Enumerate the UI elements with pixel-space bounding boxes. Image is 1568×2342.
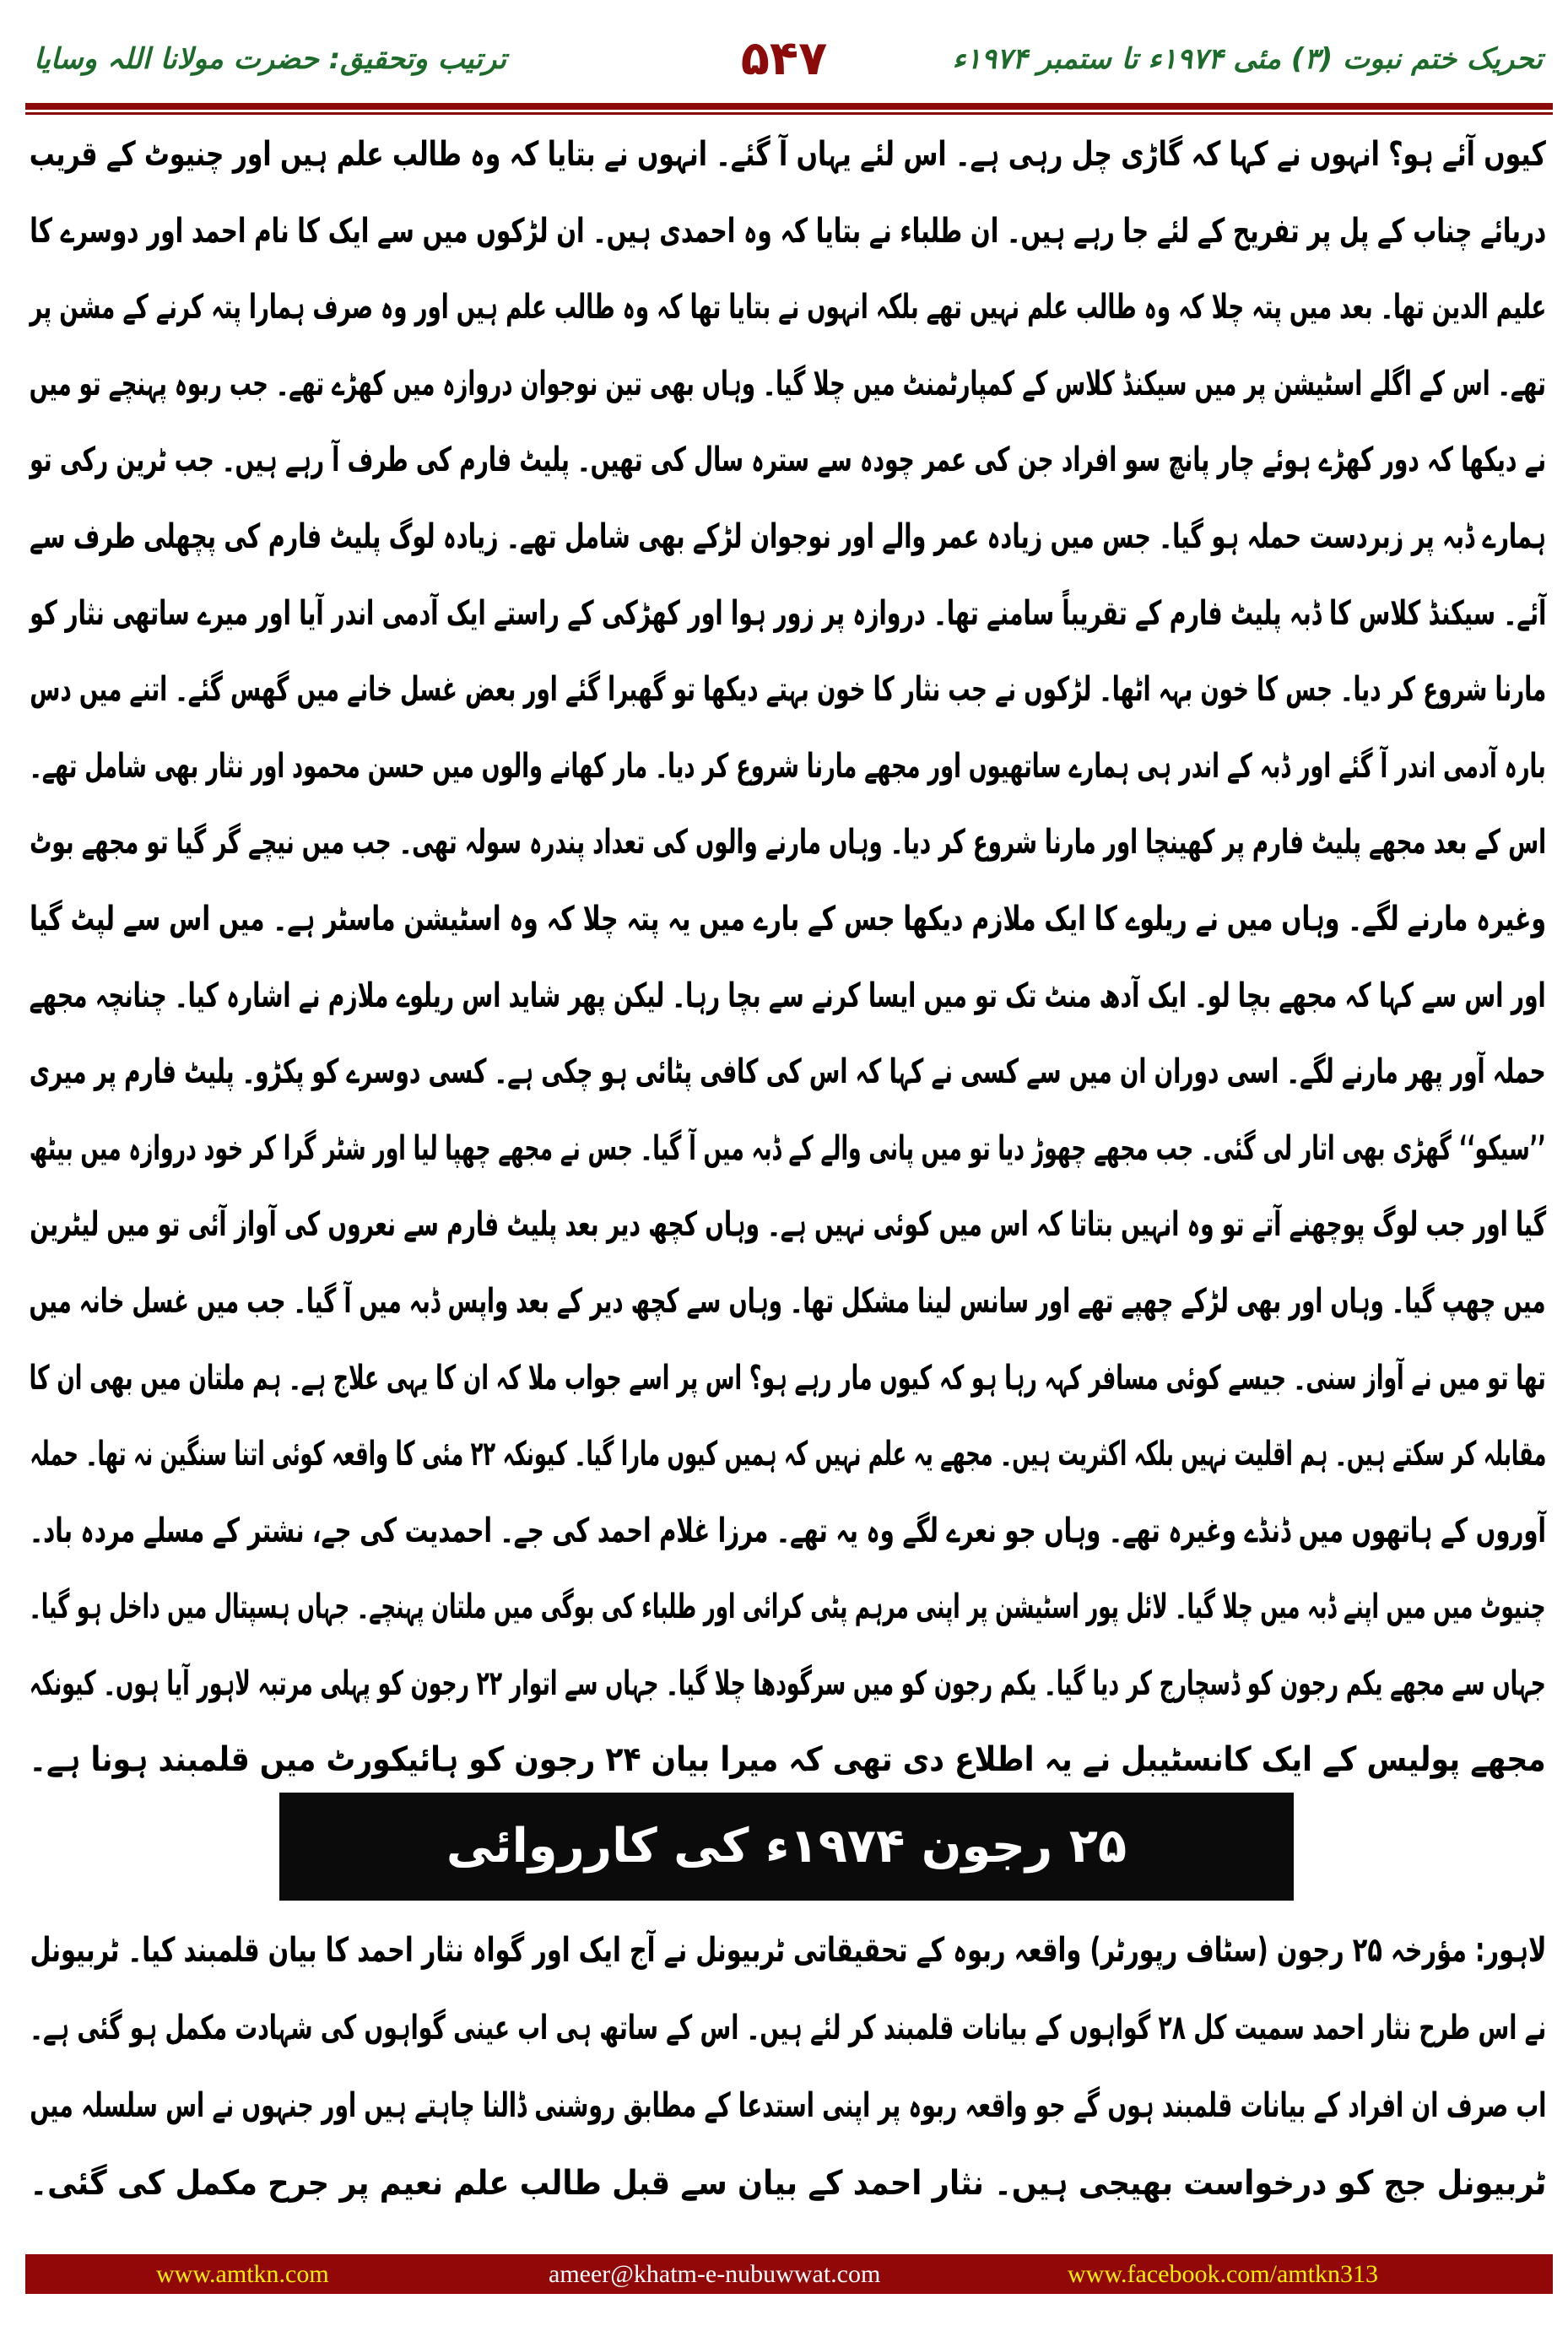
text-line [30, 881, 1546, 958]
footer-bar [25, 2254, 1553, 2294]
text-line [30, 576, 1546, 652]
header-rule-thin [25, 112, 1553, 115]
text-line-content: بارہ آدمی اندر آ گئے اور ڈبہ کے اندر ہی ہمارے ساتھیوں اور مجھے مارنا شروع کر دیا۔ مار کھانے والوں میں حسن محمود اور نثار بھی شامل تھے۔ [30, 746, 1546, 786]
text-line-content: آوروں کے ہاتھوں میں ڈنڈے وغیرہ تھے۔ وہاں جو نعرے لگے وہ یہ تھے۔ مرزا غلام احمد کی جے۔ احمدیت کی جے، نشتر کے مسلے مردہ باد۔ [30, 1511, 1546, 1550]
text-line [30, 193, 1546, 270]
text-line [30, 116, 1546, 193]
section-heading: ۲۵ رجون ۱۹۷۴ء کی کارروائی [279, 1793, 1294, 1901]
paragraph-2 [30, 1912, 1546, 2222]
text-line [30, 1989, 1546, 2067]
text-line-content: میں چھپ گیا۔ وہاں اور بھی لڑکے چھپے تھے اور سانس لینا مشکل تھا۔ وہاں سے کچھ دیر کے بعد واپس ڈبہ میں آ گیا۔ جب میں غسل خانہ میں [30, 1281, 1546, 1321]
text-line-content: نے دیکھا کہ دور کھڑے ہوئے چار پانچ سو افراد جن کی عمر چودہ سے سترہ سال کی تھیں۔ پلیٹ فارم کی طرف آ رہے ہیں۔ جب ٹرین رکی تو [30, 441, 1546, 480]
text-line-content: جہاں سے مجھے یکم رجون کو ڈسچارج کر دیا گیا۔ یکم رجون کو میں سرگودھا چلا گیا۔ جہاں سے اتوار ۲۲ رجون کو پہلی مرتبہ لاہور آیا ہوں۔ کیونکہ [30, 1663, 1547, 1703]
text-line-content: دریائے چناب کے پل پر تفریح کے لئے جا رہے ہیں۔ ان طلباء نے بتایا کہ وہ احمدی ہیں۔ ان لڑکوں میں سے ایک کا نام احمد اور دوسرے کا [30, 211, 1546, 251]
text-line-content: آئے۔ سیکنڈ کلاس کا ڈبہ پلیٹ فارم کے تقریباً سامنے تھا۔ دروازہ پر زور ہوا اور کھڑکی کے راستے ایک آدمی اندر آیا اور میرے ساتھی نثار کو [30, 593, 1546, 633]
text-line-content: تھا تو میں نے آواز سنی۔ جیسے کوئی مسافر کہہ رہا ہو کہ کیوں مار رہے ہو؟ اس پر اسے جواب ملا کہ ان کا یہی علاج ہے۔ ہم ملتان میں بھی ان کا [30, 1358, 1546, 1398]
text-line-content: وغیرہ مارنے لگے۔ وہاں میں نے ریلوے کا ایک ملازم دیکھا جس کے بارے میں یہ پتہ چلا کہ وہ اسٹیشن ماسٹر ہے۔ میں اس سے لپٹ گیا [30, 899, 1546, 938]
text-line-content: ہمارے ڈبہ پر زبردست حملہ ہو گیا۔ جس میں زیادہ عمر والے اور نوجوان لڑکے بھی شامل تھے۔ زیادہ لوگ پلیٹ فارم کی پچھلی طرف سے [29, 517, 1546, 556]
text-line [30, 499, 1546, 576]
email-link[interactable]: ameer@khatm-e-nubuwwat.com [549, 2260, 881, 2288]
text-line [30, 1722, 1546, 1798]
text-line [30, 2145, 1546, 2222]
book-title: تحریک ختم نبوت (۳) مئی ۱۹۷۴ء تا ستمبر ۱۹۷۴ء [952, 42, 1543, 76]
text-line [30, 422, 1546, 499]
text-line [30, 269, 1546, 346]
text-line [30, 1416, 1546, 1493]
text-line [30, 1646, 1546, 1723]
header-rule-thick [25, 103, 1553, 110]
text-line-content: نے اس طرح نثار احمد سمیت کل ۲۸ گواہوں کے بیانات قلمبند کر لئے ہیں۔ اس کے ساتھ ہی اب عینی گواہوں کی شہادت مکمل ہو گئی ہے۔ [29, 2009, 1546, 2047]
text-line-content: کیوں آئے ہو؟ انہوں نے کہا کہ گاڑی چل رہی ہے۔ اس لئے یہاں آ گئے۔ انہوں نے بتایا کہ وہ طالب علم ہیں اور چنیوٹ کے قریب [30, 135, 1546, 174]
paragraph-1 [30, 116, 1546, 1798]
text-line [30, 728, 1546, 805]
text-line-content: اب صرف ان افراد کے بیانات قلمبند ہوں گے جو واقعہ ربوہ پر اپنی استدعا کے مطابق روشنی ڈالنا چاہتے ہیں اور جنہوں نے اس سلسلہ میں [30, 2086, 1546, 2125]
text-line-content: حملہ آور پھر مارنے لگے۔ اسی دوران ان میں سے کسی نے کہا کہ اس کی کافی پٹائی ہو چکی ہے۔ کسی دوسرے کو پکڑو۔ پلیٹ فارم پر میری [30, 1052, 1546, 1092]
text-line-content: مارنا شروع کر دیا۔ جس کا خون بہہ اٹھا۔ لڑکوں نے جب نثار کا خون بہتے دیکھا تو گھبرا گئے اور بعض غسل خانے میں گھس گئے۔ اتنے میں دس [29, 670, 1546, 710]
text-line-content: لاہور: مؤرخہ ۲۵ رجون (سٹاف رپورٹر) واقعہ ربوہ کے تحقیقاتی ٹربیونل نے آج ایک اور گواہ نثار احمد کا بیان قلمبند کیا۔ ٹربیونل [30, 1931, 1546, 1970]
text-line-content: علیم الدین تھا۔ بعد میں پتہ چلا کہ وہ طالب علم نہیں تھے بلکہ انہوں نے بتایا تھا کہ وہ طالب علم ہیں اور وہ صرف ہمارا پتہ کرنے کے مشن پر [30, 288, 1546, 327]
text-line-content: تھے۔ اس کے اگلے اسٹیشن پر میں سیکنڈ کلاس کے کمپارٹمنٹ میں چلا گیا۔ وہاں بھی تین نوجوان دروازہ میں کھڑے تھے۔ جب ربوہ پہنچے تو میں [30, 364, 1546, 403]
page-number: ۵۴۷ [740, 31, 828, 86]
text-line [30, 1034, 1546, 1111]
text-line [30, 346, 1546, 423]
text-line-content: اور اس سے کہا کہ مجھے بچا لو۔ ایک آدھ منٹ تک تو میں ایسا کرنے سے بچا رہا۔ لیکن پھر شاید اس ریلوے ملازم نے اشارہ کیا۔ چنانچہ مجھے [30, 976, 1546, 1015]
text-line [30, 804, 1546, 881]
text-line-content: گیا اور جب لوگ پوچھنے آتے تو وہ انہیں بتاتا کہ اس میں کوئی نہیں ہے۔ وہاں کچھ دیر بعد پلیٹ فارم سے نعروں کی آواز آئی تو میں لیٹرین [30, 1205, 1546, 1245]
text-line-content: چنیوٹ میں میں اپنے ڈبہ میں چلا گیا۔ لائل پور اسٹیشن پر اپنی مرہم پٹی کرائی اور طلباء کی بوگی میں ملتان پہنچے۔ جہاں ہسپتال میں داخل ہو گیا۔ [30, 1587, 1546, 1627]
text-line [30, 1569, 1546, 1646]
text-line [30, 1912, 1546, 1989]
text-line-content: ٹربیونل جج کو درخواست بھیجی ہیں۔ نثار احمد کے بیان سے قبل طالب علم نعیم پر جرح مکمل کی گئی۔ [30, 2164, 1546, 2203]
compiler-credit: ترتیب وتحقیق: حضرت مولانا اللہ وسایا [34, 42, 507, 76]
text-line [30, 958, 1546, 1035]
text-line-content: مقابلہ کر سکتے ہیں۔ ہم اقلیت نہیں بلکہ اکثریت ہیں۔ مجھے یہ علم نہیں کہ ہمیں کیوں مارا گیا۔ کیونکہ ۲۲ مئی کا واقعہ کوئی اتنا سنگین نہ تھا۔ حملہ [30, 1435, 1547, 1474]
text-line [30, 1187, 1546, 1263]
text-line-content: مجھے پولیس کے ایک کانسٹیبل نے یہ اطلاع دی تھی کہ میرا بیان ۲۴ رجون کو ہائیکورٹ میں قلمبند ہونا ہے۔ [29, 1740, 1546, 1780]
facebook-link[interactable]: www.facebook.com/amtkn313 [1068, 2260, 1378, 2288]
text-line [30, 1111, 1546, 1187]
text-line [30, 2067, 1546, 2145]
text-line [30, 1493, 1546, 1570]
text-line-content: ’’سیکو‘‘ گھڑی بھی اتار لی گئی۔ جب مجھے چھوڑ دیا تو میں پانی والے کے ڈبہ میں آ گیا۔ جس نے مجھے چھپا لیا اور شٹر گرا کر خود دروازہ میں بیٹھ [30, 1128, 1546, 1168]
text-line [30, 652, 1546, 728]
website-link[interactable]: www.amtkn.com [156, 2260, 329, 2288]
text-line [30, 1263, 1546, 1340]
text-line-content: اس کے بعد مجھے پلیٹ فارم پر کھینچا اور مارنا شروع کر دیا۔ وہاں مارنے والوں کی تعداد پندرہ سولہ تھی۔ جب میں نیچے گر گیا تو مجھے بوٹ [30, 823, 1546, 863]
text-line [30, 1340, 1546, 1417]
